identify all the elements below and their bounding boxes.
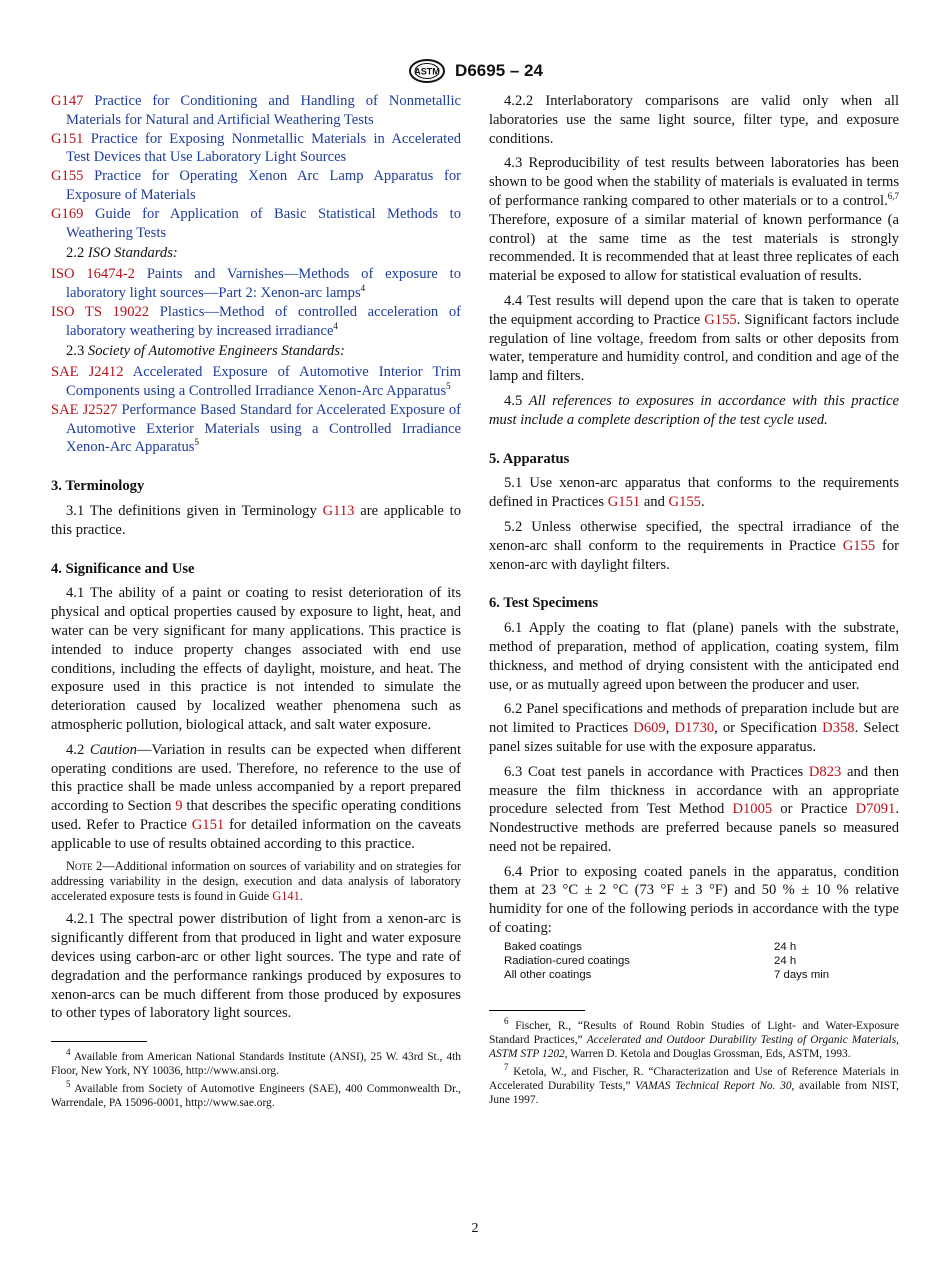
g155-link[interactable]: G155 <box>842 537 876 554</box>
section-9-link[interactable]: 9 <box>175 798 183 815</box>
coating-type: Radiation-cured coatings <box>504 954 631 967</box>
d823-link[interactable]: D823 <box>808 763 842 780</box>
iso-standards-list <box>51 265 461 340</box>
g113-link[interactable]: G113 <box>322 502 355 519</box>
ref-title[interactable]: Paints and Varnishes—Methods of exposure to laboratory light sources—Part 2: Xenon-arc lamps <box>66 266 461 301</box>
reference-item <box>51 401 461 457</box>
paragraph-5-1: 5.1 Use xenon-arc apparatus that conforms to the requirements defined in Practices G151 and G155. <box>489 475 899 511</box>
g155-link[interactable]: G155 <box>668 494 701 511</box>
paragraph-4-2-1: 4.2.1 The spectral power distribution of light from a xenon-arc is significantly different from that produced in light and water exposure devices using carbon-arc or other light sources. The type and rate of degradation and the performance rankings produced by exposures to xenon-arcs can be much different from those produced by exposures to other types of laboratory light sources. <box>51 911 461 1022</box>
reference-item <box>51 363 461 401</box>
ref-title[interactable]: Guide for Application of Basic Statistical Methods to Weathering Tests <box>66 205 461 241</box>
d358-link[interactable]: D358 <box>822 720 855 737</box>
section-2-2-heading: 2.2 ISO Standards: <box>66 245 178 262</box>
footnote-divider <box>51 1041 147 1042</box>
reference-item <box>51 92 461 130</box>
paragraph-4-4: 4.4 Test results will depend upon the care that is taken to operate the equipment according to Practice G155. Significant factors include regulation of line voltage, freedom from salts or other deposits from water, temperature and humidity control, and condition and age of the lamp and filters. <box>489 292 899 385</box>
footnote-ref: 6,7 <box>887 191 899 202</box>
right-column <box>489 92 899 1111</box>
paragraph-6-3: 6.3 Coat test panels in accordance with Practices D823 and then measure the film thickness in accordance with an appropriate procedure selected from Test Method D1005 or Practice D7091. Nondestructive methods are preferred because panels so measured need not be repaired. <box>489 763 900 855</box>
sae-standards-list <box>51 363 461 457</box>
d1730-link[interactable]: D1730 <box>674 720 715 737</box>
conditioning-time: 24 h <box>774 940 797 953</box>
reference-item <box>51 130 461 168</box>
footnote-5: $^5$ Available from Society of Automotive Engineers (SAE), 400 Commonwealth Dr., Warrendale, PA 15096-0001, http://www.sae.org. <box>51 1079 461 1110</box>
conditioning-time: 7 days min <box>774 968 830 981</box>
ref-code-link[interactable]: G169 <box>51 205 84 222</box>
g151-link[interactable]: G151 <box>191 816 225 833</box>
footnote-4: $^4$ Available from American National Standards Institute (ANSI), 25 W. 43rd St., 4th Floor, New York, NY 10036, http://www.ansi.org. <box>51 1047 461 1078</box>
ref-title[interactable]: Practice for Conditioning and Handling of Nonmetallic Materials for Natural and Artificial Weathering Tests <box>66 93 461 128</box>
reference-item <box>51 205 461 243</box>
ref-code-link[interactable]: G155 <box>51 168 84 185</box>
svg-text:ASTM: ASTM <box>414 66 440 77</box>
note-2: Note 2—Additional information on sources of variability and on strategies for addressing variability in the design, execution and data analysis of laboratory accelerated exposure tests is found in Guide G141. <box>51 859 461 904</box>
section-6-heading: 6. Test Specimens <box>489 595 599 612</box>
paragraph-4-3: 4.3 Reproducibility of test results between laboratories has been shown to be good when the stability of materials is evaluated in terms of performance ranking compared to other materials or to a control.$^{6,7}$ Therefore, exposure of a similar material of known performance (a control) at the same time as the test materials is strongly recommended. It is recommended that at least three replicates of each material be exposed to allow for statistical evaluation of results. <box>489 155 899 285</box>
reference-item <box>51 265 461 303</box>
footnote-ref: 4 <box>333 320 338 331</box>
document-designation: D6695 – 24 <box>455 61 543 80</box>
paragraph-5-2: 5.2 Unless otherwise specified, the spectral irradiance of the xenon-arc shall conform to the requirements in Practice G155 for xenon-arc with daylight filters. <box>489 518 899 573</box>
left-column <box>51 92 461 1114</box>
conditioning-time: 24 h <box>774 954 797 967</box>
footnote-divider <box>489 1010 585 1011</box>
ref-title[interactable]: Practice for Operating Xenon Arc Lamp Apparatus for Exposure of Materials <box>66 168 461 203</box>
d1005-link[interactable]: D1005 <box>732 801 773 818</box>
paragraph-6-4: 6.4 Prior to exposing coated panels in the apparatus, condition them at 23 °C ± 2 °C (73 °F ± 3 °F) and 50 % ± 10 % relative humidity for one of the following periods in accordance with the type of coating: <box>489 863 899 937</box>
page-number: 2 <box>471 1221 479 1236</box>
d609-link[interactable]: D609 <box>633 720 666 737</box>
g155-link[interactable]: G155 <box>704 311 737 328</box>
ref-code-link[interactable]: G147 <box>51 93 84 109</box>
coating-type: Baked coatings <box>504 940 582 953</box>
d7091-link[interactable]: D7091 <box>855 801 896 818</box>
g151-link[interactable]: G151 <box>607 494 641 511</box>
astm-logo-icon <box>407 58 447 84</box>
footnote-7: $^7$ Ketola, W., and Fischer, R. “Characterization and Use of Reference Materials in Accelerated Durability Tests,” VAMAS Technical Report No. 30, available from NIST, June 1997. <box>489 1062 899 1106</box>
paragraph-4-2-2: 4.2.2 Interlaboratory comparisons are valid only when all laboratories use the same light source, filter type, and exposure conditions. <box>489 93 899 147</box>
ref-code-link[interactable]: ISO TS 19022 <box>51 303 150 320</box>
ref-title[interactable]: Accelerated Exposure of Automotive Interior Trim Components using a Controlled Irradiance Xenon-Arc Apparatus <box>66 364 462 399</box>
ref-code-link[interactable]: SAE J2412 <box>51 364 124 381</box>
footnote-ref: 4 <box>360 283 366 294</box>
reference-item <box>51 167 461 205</box>
conditioning-table <box>504 940 829 982</box>
ref-code-link[interactable]: G151 <box>51 130 84 147</box>
table-row <box>504 940 829 954</box>
table-row <box>504 954 829 968</box>
section-2-3-heading: 2.3 Society of Automotive Engineers Standards: <box>66 343 345 360</box>
page-header <box>0 58 950 84</box>
ref-code-link[interactable]: ISO 16474-2 <box>51 266 135 283</box>
footnote-ref: 5 <box>446 381 451 392</box>
ref-title[interactable]: Practice for Exposing Nonmetallic Materials in Accelerated Test Devices that Use Laboratory Light Sources <box>66 130 461 166</box>
section-4-heading: 4. Significance and Use <box>51 560 195 577</box>
paragraph-6-2: 6.2 Panel specifications and methods of preparation include but are not limited to Practices D609, D1730, or Specification D358. Select panel sizes suitable for use with the exposure apparatus. <box>489 701 899 755</box>
g141-link[interactable]: G141 <box>272 889 300 904</box>
paragraph-3-1: 3.1 The definitions given in Terminology G113 are applicable to this practice. <box>51 502 461 538</box>
section-3-heading: 3. Terminology <box>51 478 145 495</box>
footnote-ref: 5 <box>194 437 199 448</box>
g-standards-list <box>51 92 461 242</box>
section-5-heading: 5. Apparatus <box>489 450 570 467</box>
paragraph-4-5: 4.5 All references to exposures in accordance with this practice must include a complete description of the test cycle used. <box>489 392 900 428</box>
footnote-6: $^6$ Fischer, R., “Results of Round Robin Studies of Light- and Water-Exposure Standard Practices,” Accelerated and Outdoor Durability Testing of Organic Materials, ASTM STP 1202, Warren D. Ketola and Douglas Grossman, Eds, ASTM, 1993. <box>489 1016 900 1060</box>
paragraph-4-2: 4.2 Caution—Variation in results can be expected when different operating conditions are used. Therefore, no reference to the use of this practice shall be made unless accompanied by a report prepared according to Section 9 that describes the specific operating conditions used. Refer to Practice G151 for detailed information on the caveats applicable to use of results obtained according to this practice. <box>51 741 462 852</box>
ref-title[interactable]: Plastics—Method of controlled acceleration of laboratory weathering by increased irradiance <box>66 303 461 339</box>
coating-type: All other coatings <box>504 968 592 981</box>
paragraph-6-1: 6.1 Apply the coating to flat (plane) panels with the substrate, method of preparation, method of application, coating system, film thickness, and method of drying consistent with the anticipated end use, or as mutually agreed upon between the producer and user. <box>489 620 899 693</box>
ref-code-link[interactable]: SAE J2527 <box>51 401 118 418</box>
paragraph-4-1: 4.1 The ability of a paint or coating to resist deterioration of its physical and optical properties caused by exposure to light, heat, and water can be very significant for many applications. This practice is intended to induce property changes associated with end use conditions, including the effects of daylight, moisture, and heat. The exposure used in this practice is not intended to simulate the deterioration caused by localized weather phenomena such as atmospheric pollution, biological attack, and salt water exposure. <box>51 585 461 733</box>
reference-item <box>51 303 461 341</box>
ref-title[interactable]: Performance Based Standard for Accelerated Exposure of Automotive Exterior Materials using a Controlled Irradiance Xenon-Arc Apparatus <box>66 401 462 456</box>
table-row <box>504 968 829 982</box>
